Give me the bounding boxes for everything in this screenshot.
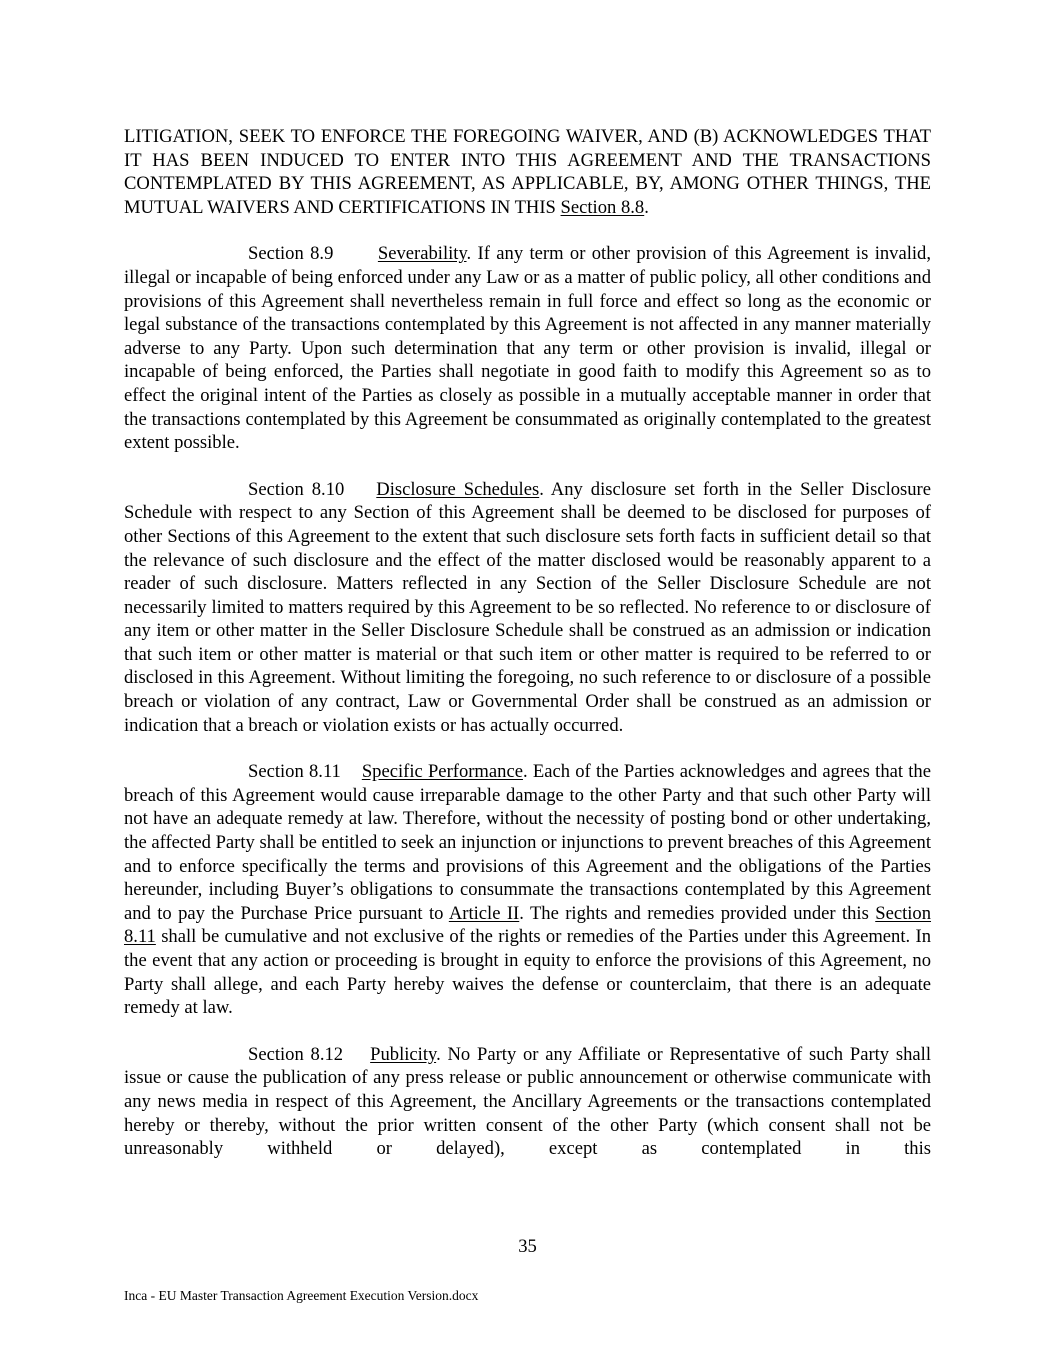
- section-8-9-number: Section 8.9: [248, 243, 334, 265]
- section-8-11-title: Specific Performance: [361, 761, 523, 783]
- section-8-9-paragraph: [124, 242, 931, 454]
- document-page: [124, 125, 931, 1161]
- intro-paragraph: LITIGATION, SEEK TO ENFORCE THE FOREGOING WAIVER, AND (B) ACKNOWLEDGES THAT IT HAS BEEN INDUCED TO ENTER INTO THIS AGREEMENT AND THE TRANSACTIONS CONTEMPLATED BY THIS AGREEMENT, AS APPLICABLE, BY, AMONG OTHER THINGS, THE MUTUAL WAIVERS AND CERTIFICATIONS IN THIS Section 8.8.: [124, 126, 931, 218]
- section-8-10-title: Disclosure Schedules: [376, 478, 540, 500]
- section-8-12-body: . No Party or any Affiliate or Representative of such Party shall issue or cause the publication of any press release or public announcement or otherwise communicate with any news media in respect of this Agreement, the Ancillary Agreements or the transactions contemplated hereby or thereby, without the prior written consent of the other Party (which consent shall not be unreasonably withheld or delayed), except as contemplated in this: [124, 1043, 931, 1160]
- section-8-11-paragraph: Section 8.11 Specific Performance. Each of the Parties acknowledges and agrees that the breach of this Agreement would cause irreparable damage to the other Party and that such other Party will not have an adequate remedy at law. Therefore, without the necessity of posting bond or other undertaking, the affected Party shall be entitled to seek an injunction or injunctions to prevent breaches of this Agreement and to enforce specifically the terms and provisions of this Agreement and the obligations of the Parties hereunder, including Buyer’s obligations to consummate the transactions contemplated by this Agreement and to pay the Purchase Price pursuant to Article II. The rights and remedies provided under this Section 8.11 shall be cumulative and not exclusive of the rights or remedies of the Parties under this Agreement. In the event that any action or proceeding is brought in equity to enforce the provisions of this Agreement, no Party shall allege, and each Party hereby waives the defense or counterclaim, that there is an adequate remedy at law.: [124, 761, 932, 1019]
- page-number: 35: [518, 1236, 537, 1257]
- section-8-10-number: Section 8.10: [248, 478, 345, 500]
- document-footer: Inca - EU Master Transaction Agreement Execution Version.docx: [124, 1288, 479, 1303]
- section-8-12-number: Section 8.12: [248, 1043, 344, 1065]
- article-ii-reference: Article II: [448, 902, 520, 924]
- section-8-8-reference: Section 8.8: [560, 196, 645, 218]
- section-8-9-body: . If any term or other provision of this Agreement is invalid, illegal or incapable of being enforced under any Law or as a matter of public policy, all other conditions and provisions of this Agreement shall nevertheless remain in full force and effect so long as the economic or legal substance of the transactions contemplated by this Agreement is not affected in any manner materially adverse to any Party. Upon such determination that any term or other provision is invalid, illegal or incapable of being enforced, the Parties shall negotiate in good faith to modify this Agreement so as to effect the original intent of the Parties as closely as possible in a mutually acceptable manner in order that the transactions contemplated by this Agreement be consummated as originally contemplated to the greatest extent possible.: [124, 243, 931, 454]
- intro-text: LITIGATION, SEEK TO ENFORCE THE FOREGOING WAIVER, AND (B) ACKNOWLEDGES THAT IT HAS BEEN INDUCED TO ENTER INTO THIS AGREEMENT AND THE TRANSACTIONS CONTEMPLATED BY THIS AGREEMENT, AS APPLICABLE, BY, AMONG OTHER THINGS, THE MUTUAL WAIVERS AND CERTIFICATIONS IN THIS: [124, 126, 931, 218]
- section-8-11-reference: Section 8.11: [124, 902, 932, 948]
- section-8-10-paragraph: [124, 478, 931, 738]
- section-8-10-body: . Any disclosure set forth in the Seller Disclosure Schedule with respect to any Section of this Agreement shall be deemed to be disclosed for purposes of other Sections of this Agreement to the extent that such disclosure sets forth facts in sufficient detail so that the relevance of such disclosure and the effect of the matter disclosed would be reasonably apparent to a reader of such disclosure. Matters reflected in any Section of the Seller Disclosure Schedule are not necessarily limited to matters required by this Agreement to be so reflected. No reference to or disclosure of any item or other matter in the Seller Disclosure Schedule shall be construed as an admission or indication that such item or other matter is material or that such item or other matter is required to be referred to or disclosed in this Agreement. Without limiting the foregoing, no such reference to or disclosure of a possible breach or violation of any contract, Law or Governmental Order shall be construed as an admission or indication that a breach or violation exists or has actually occurred.: [124, 478, 932, 736]
- section-8-11-number: Section 8.11: [248, 761, 341, 783]
- section-8-9-title: Severability: [377, 243, 467, 265]
- section-8-12-paragraph: [124, 1043, 931, 1161]
- section-8-12-title: Publicity: [370, 1043, 437, 1065]
